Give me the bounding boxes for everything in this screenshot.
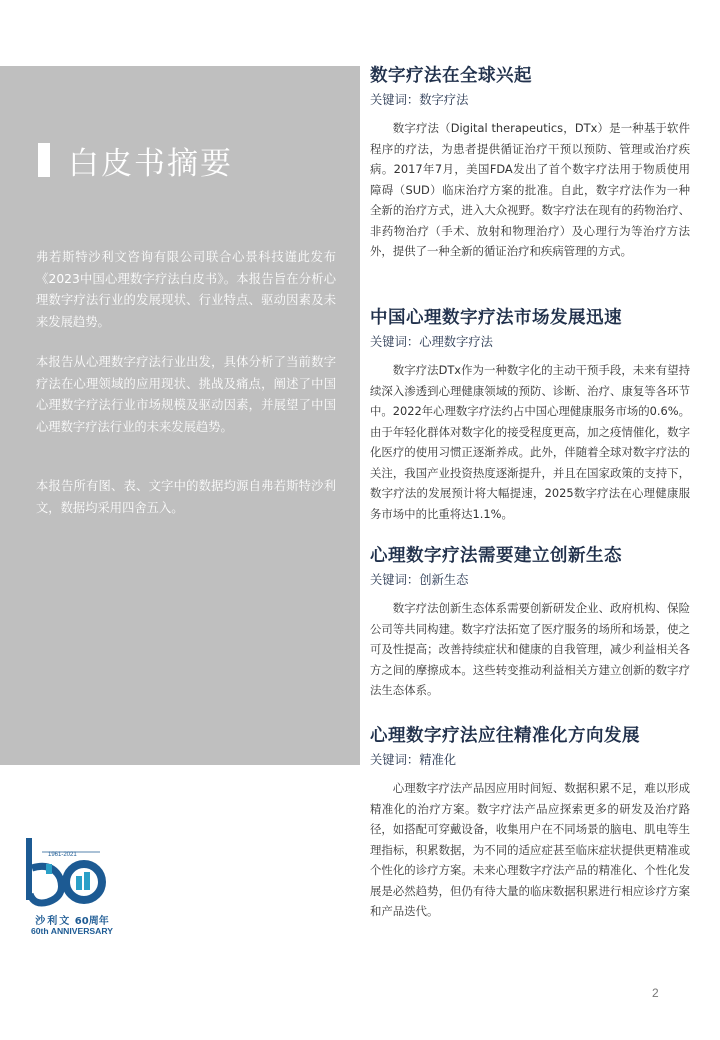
section-body: 数字疗法DTx作为一种数字化的主动干预手段，未来有望持续深入渗透到心理健康领域的预防、诊断、治疗、康复等各环节中。2022年心理数字疗法约占中国心理健康服务市场的0.6%。由于年轻化群体对数字化的接受程度更高，加之疫情催化，数字化医疗的使用习惯正逐渐养成。此外，伴随着全球对数字疗法的关注，我国产业投资热度逐渐提升，并且在国家政策的支持下，数字疗法的发展预计将大幅提速，2025数字疗法在心理健康服务市场中的比重将达1.1%。 bbox=[370, 363, 690, 521]
section-china-market bbox=[370, 306, 690, 524]
section-body: 心理数字疗法产品因应用时间短、数据积累不足，难以形成精准化的治疗方案。数字疗法产品应探索更多的研发及治疗路径，如搭配可穿戴设备，收集用户在不同场景的脑电、肌电等生理指标，积累数据，为不同的适应症甚至临床症状提供更精准或个性化的诊疗方案。未来心理数字疗法产品的精准化、个性化发展是必然趋势，但仍有待大量的临床数据积累进行相应诊疗方案和产品迭代。 bbox=[370, 781, 690, 918]
section-precision bbox=[370, 724, 690, 922]
anniversary-text: 60th ANNIVERSARY bbox=[31, 926, 113, 936]
section-keyword: 关键词：数字疗法 bbox=[370, 93, 469, 107]
page-number: 2 bbox=[652, 986, 659, 1000]
section-title: 中国心理数字疗法市场发展迅速 bbox=[370, 308, 622, 328]
summary-heading bbox=[38, 140, 233, 180]
anniversary-years: 1961-2021 bbox=[48, 852, 77, 858]
brand-name bbox=[22, 912, 122, 927]
section-innovation-ecosystem bbox=[370, 544, 690, 701]
summary-title: 白皮书摘要 bbox=[68, 145, 233, 182]
section-keyword: 关键词：创新生态 bbox=[370, 573, 469, 587]
brand-cn: 沙利文 bbox=[35, 916, 72, 927]
section-keyword: 关键词：心理数字疗法 bbox=[370, 335, 493, 349]
summary-paragraph-1: 弗若斯特沙利文咨询有限公司联合心景科技谨此发布《2023中国心理数字疗法白皮书》。本报告旨在分析心理数字疗法行业的发展现状、行业特点、驱动因素及未来发展趋势。 bbox=[36, 250, 336, 329]
section-body: 数字疗法（Digital therapeutics，DTx）是一种基于软件程序的疗法，为患者提供循证治疗干预以预防、管理或治疗疾病。2017年7月，美国FDA发出了首个数字疗法用于物质使用障碍（SUD）临床治疗方案的批准。自此，数字疗法作为一种全新的治疗方式，进入大众视野。数字疗法在现有的药物治疗、非药物治疗（手术、放射和物理治疗）及心理行为等治疗方法外，提供了一种全新的循证治疗和疾病管理的方式。 bbox=[370, 121, 690, 258]
anniversary-60-graphic bbox=[22, 838, 122, 912]
section-body: 数字疗法创新生态体系需要创新研发企业、政府机构、保险公司等共同构建。数字疗法拓宽了医疗服务的场所和场景，使之可及性提高；改善持续症状和健康的自我管理，减少利益相关各方之间的摩擦成本。这些转变推动利益相关方建立创新的数字疗法生态体系。 bbox=[370, 601, 690, 697]
section-keyword: 关键词：精准化 bbox=[370, 753, 457, 767]
summary-paragraph-3: 本报告所有图、表、文字中的数据均源自弗若斯特沙利文，数据均采用四舍五入。 bbox=[36, 479, 336, 515]
heading-bar-decoration bbox=[38, 143, 50, 177]
section-global-rise bbox=[370, 64, 690, 262]
section-title: 心理数字疗法需要建立创新生态 bbox=[370, 546, 622, 566]
section-title: 心理数字疗法应往精准化方向发展 bbox=[370, 726, 640, 746]
summary-paragraph-2: 本报告从心理数字疗法行业出发，具体分析了当前数字疗法在心理领域的应用现状、挑战及痛点，阐述了中国心理数字疗法行业市场规模及驱动因素，并展望了中国心理数字疗法行业的未来发展趋势。 bbox=[36, 355, 336, 434]
frost-sullivan-60th-logo bbox=[22, 838, 122, 938]
section-title: 数字疗法在全球兴起 bbox=[370, 66, 532, 86]
brand-suffix: 60周年 bbox=[74, 916, 109, 927]
